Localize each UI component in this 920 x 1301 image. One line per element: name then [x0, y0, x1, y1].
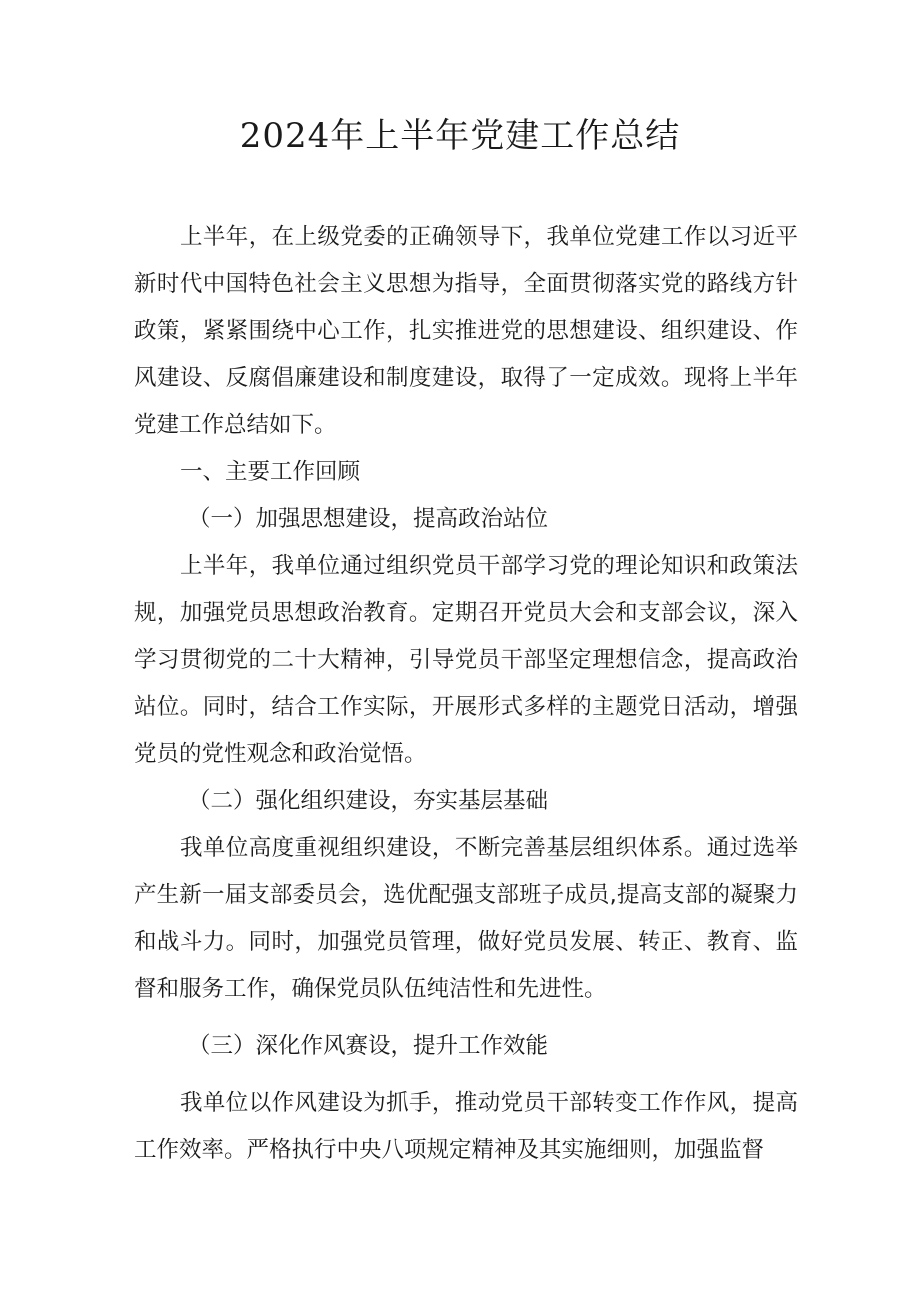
document-body — [134, 214, 798, 1174]
subsection-body-work-style: 我单位以作风建设为抓手，推动党员干部转变工作作风，提高工作效率。严格执行中央八项规定精神及其实施细则，加强监督 — [134, 1090, 798, 1163]
intro-paragraph: 上半年，在上级党委的正确领导下，我单位党建工作以习近平新时代中国特色社会主义思想为指导，全面贯彻落实党的路线方针政策，紧紧围绕中心工作，扎实推进党的思想建设、组织建设、作风建设、反腐倡廉建设和制度建设，取得了一定成效。现将上半年党建工作总结如下。 — [134, 224, 798, 438]
subsection-heading-organization: （二）强化组织建设，夯实基层基础 — [188, 788, 549, 814]
subsection-heading-ideology: （一）加强思想建设，提高政治站位 — [188, 506, 549, 532]
document-title: 2024年上半年党建工作总结 — [239, 116, 681, 156]
subsection-heading-work-style: （三）深化作风赛设，提升工作效能 — [188, 1033, 549, 1059]
subsection-body-organization: 我单位高度重视组织建设，不断完善基层组织体系。通过选举产生新一届支部委员会，选优配强支部班子成员,提高支部的凝聚力和战斗力。同时，加强党员管理，做好党员发展、转正、教育、监督和服务工作，确保党员队伍纯洁性和先进性。 — [134, 835, 798, 1002]
subsection-body-ideology: 上半年，我单位通过组织党员干部学习党的理论知识和政策法规，加强党员思想政治教育。定期召开党员大会和支部会议，深入学习贯彻党的二十大精神，引导党员干部坚定理想信念，提高政治站位。同时，结合工作实际，开展形式多样的主题党日活动，增强党员的党性观念和政治觉悟。 — [134, 553, 798, 767]
spacer — [134, 1013, 798, 1023]
section-heading-main-work-review: 一、主要工作回顾 — [180, 459, 361, 485]
spacer — [134, 1070, 798, 1080]
